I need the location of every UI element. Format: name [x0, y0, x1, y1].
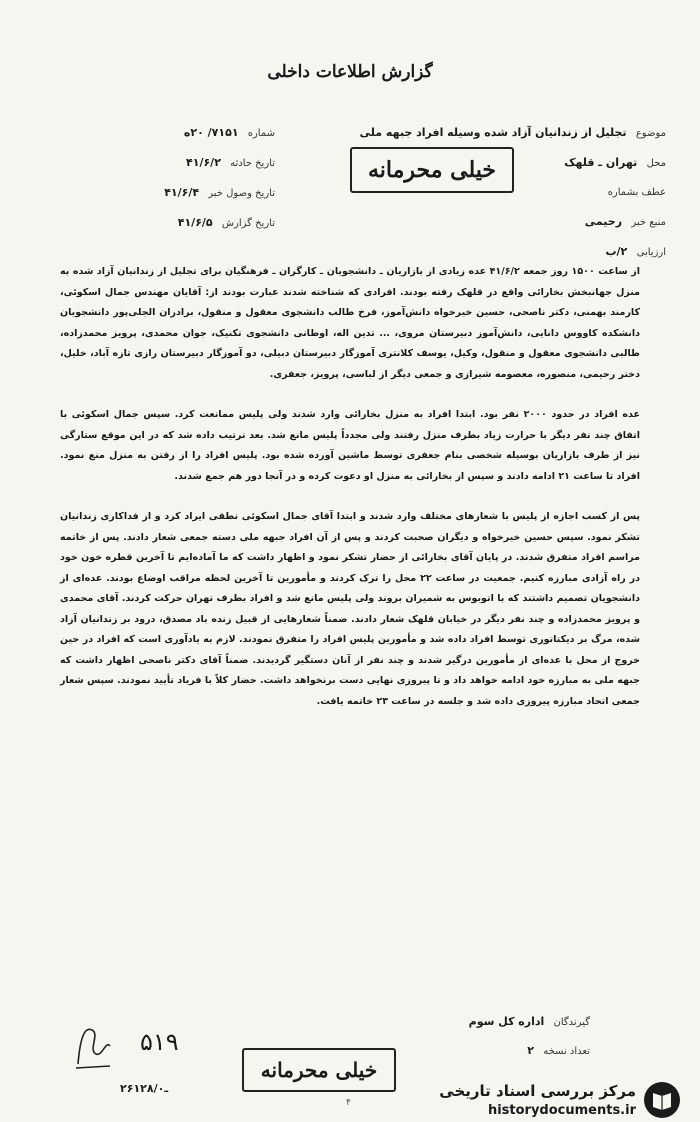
copies-value: ۲ [527, 1044, 535, 1057]
place-value: تهران ـ قلهک [564, 156, 638, 169]
subject-row [246, 118, 666, 148]
evaluation-label: ارزیابی [636, 247, 666, 258]
archive-logo [380, 1082, 680, 1120]
body-paragraph-1: از ساعت ۱۵۰۰ روز جمعه ۴۱/۶/۲ عده زیادی از بازاریان ـ دانشجویان ـ کارگران ـ فرهنگیان برای تجلیل از زندانیان آزاد شده به منزل جهانبخش بخارائی واقع در قلهک رفته بودند. افرادی که شناخته شدند عبارت بودند از: آقایان مهندس جمال اسکوئی، کارمند بهمنی، دکتر ناصحی، حسین خیرخواه دانش‌آموز، فرخ طالب دانشجوی معقول و منقول، برادران الجلی‌پور دانشجویان دانشکده کاووس دانایی، دانش‌آموز دبیرستان مروی، ... تدین اله، اوطانی دانشجوی تکنیک، جوان محمدی، پرویز محمدزاده، طالبی دانشجوی معقول و منقول، وکیل، یوسف کلانتری آموزگار دبیرستان دبیلی، دو آموزگار دبیرستان رازی تازه آباد، خلیل، دختر رحیمی، منصوره، معصومه شیرازی و جمعی دیگر از لباسی، پرویز، جعفری. [60, 266, 640, 380]
confidential-stamp-top: خیلی محرمانه [350, 147, 514, 193]
report-date-label: تاریخ گزارش [221, 218, 275, 229]
event-date-label: تاریخ حادثه [230, 158, 275, 169]
logo-text-en: historydocuments.ir [487, 1103, 636, 1118]
event-date-value: ۴۱/۶/۲ [186, 156, 221, 169]
logo-text-fa: مرکز بررسی اسناد تاریخی [439, 1082, 636, 1100]
source-row [246, 207, 666, 237]
handwritten-number: ۵۱۹ [140, 1028, 179, 1056]
archive-code: ۲۶ـ۱۲۸/۰ [120, 1082, 169, 1095]
number-value: ۷۱۵۱/ ۲۰ه [183, 126, 239, 139]
source-value: رحیمی [584, 215, 623, 228]
evaluation-value: ۲/ب [605, 245, 628, 258]
ref-label: عطف بشماره [607, 187, 666, 198]
source-label: منبع خبر [631, 217, 666, 228]
report-date-value: ۴۱/۶/۵ [177, 216, 213, 229]
place-label: محل [646, 158, 666, 169]
body-paragraph-2: عده افراد در حدود ۲۰۰۰ نفر بود. ابتدا افراد به منزل بخارائی وارد شدند ولی پلیس ممانعت کرد. سپس جمال اسکوئی با اتفاق چند نفر دیگر با حرارت زیاد بطرف منزل رفتند ولی مجدداً پلیس مانع شد. بعد ترتیب داده شد که در این موقع ستارگی نیز از طرف بازاریان بوسیله شخصی بنام جعفری توسط ماشین آورده شده بود. پلیس افراد را از رفتن به منزل منع نمود. افراد تا ساعت ۲۱ ادامه دادند و سپس از بخارائی به منزل او دعوت کرده و در آنجا دور هم جمع شدند. [60, 409, 641, 482]
receipt-date-label: تاریخ وصول خبر [208, 188, 275, 199]
document-title: گزارش اطلاعات داخلی [267, 62, 433, 82]
copies-label: تعداد نسخه [543, 1046, 590, 1057]
report-body [60, 262, 640, 732]
recipients-value: اداره کل سوم [468, 1015, 545, 1028]
confidential-stamp-bottom: خیلی محرمانه [242, 1048, 396, 1092]
page-mark: ۴ [346, 1098, 351, 1108]
recipients-row [290, 1008, 590, 1037]
recipients-label: گیرندگان [553, 1017, 590, 1028]
subject-value: تجلیل از زندانیان آزاد شده وسیله افراد جبهه ملی [359, 126, 627, 139]
report-date-row [105, 208, 275, 238]
subject-label: موضوع [635, 128, 666, 139]
book-icon [644, 1082, 680, 1118]
receipt-date-value: ۴۱/۶/۴ [164, 186, 200, 199]
handwritten-signature [70, 1020, 116, 1072]
header-dates [105, 118, 275, 238]
number-row [105, 118, 275, 148]
receipt-date-row [105, 178, 275, 208]
number-label: شماره [247, 128, 275, 139]
event-date-row [105, 148, 275, 178]
body-paragraph-3: پس از کسب اجازه از پلیس با شعارهای مختلف وارد شدند و ابتدا آقای جمال اسکوئی نطقی ایراد کرد و از فداکاری زندانیان تشکر نمود. سپس حسین خیرخواه و دیگران صحبت کردند و پس از آن افراد جبهه ملی دسته جمعی شعار دادند. پس از خاتمه مراسم افراد متفرق شدند. در پایان آقای بخارائی از حضار تشکر نمود و اظهار داشت که ما آماده‌ایم تا آخرین قطره خون خود در راه آزادی مبارزه کنیم. جمعیت در ساعت ۲۲ محل را ترک کردند و مأمورین تا آخرین لحظه مراقب اوضاع بودند. عده‌ای از دانشجویان تصمیم داشتند که با اتوبوس به شمیران بروند ولی پلیس مانع شد و افراد بطرف تهران حرکت کردند. آقای محمدی و پرویز محمدزاده و چند نفر دیگر در خیابان قلهک شعار دادند. ضمناً شعارهایی از قبیل زنده باد مصدق، درود بر زندانیان آزاد شده، مرگ بر دیکتاتوری توسط افراد داده شد و مأمورین پلیس افراد را متفرق نمودند. لازم به یادآوری است که افراد در حین خروج از محل با عده‌ای از مأمورین درگیر شدند و چند نفر از آنان دستگیر گردیدند. ضمناً آقای دکتر ناصحی اظهار داشت که جبهه ملی به مبارزه خود ادامه خواهد داد و تا پیروزی نهایی دست برنخواهد داشت. حضار کلاً با فریاد تأیید نمودند. سپس شعار جمعی اتحاد مبارزه پیروزی داده شد و جلسه در ساعت ۲۳ خاتمه یافت. [60, 511, 640, 707]
